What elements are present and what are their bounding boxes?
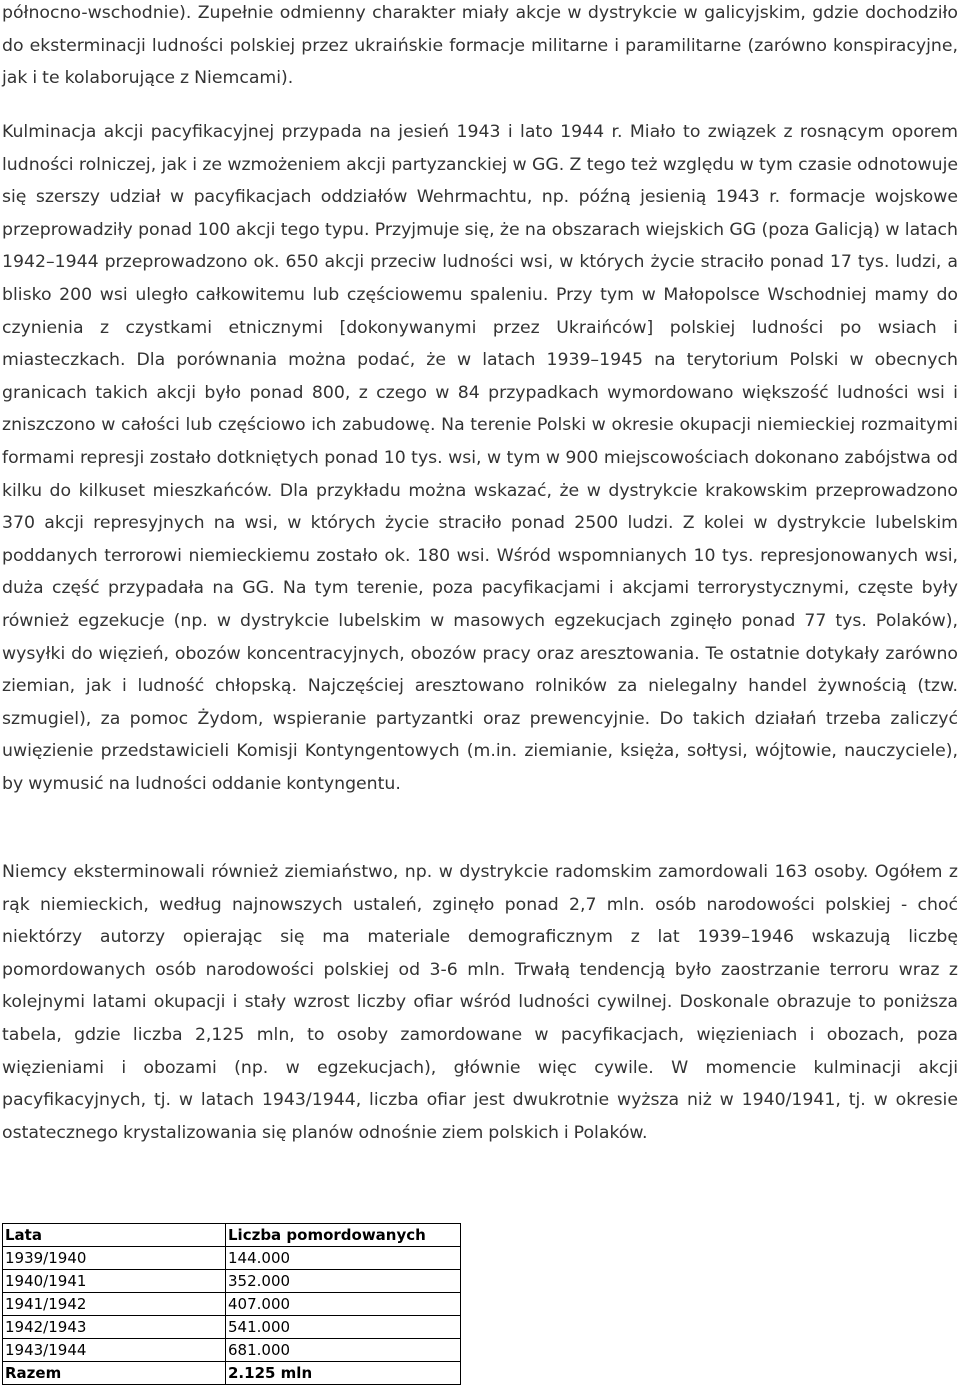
header-cell-victims: Liczba pomordowanych — [226, 1224, 461, 1247]
table-header-row — [3, 1224, 461, 1247]
cell-victims: 407.000 — [226, 1293, 461, 1316]
total-label-cell: Razem — [3, 1362, 226, 1385]
header-cell-years: Lata — [3, 1224, 226, 1247]
table-total-row — [3, 1362, 461, 1385]
cell-victims: 681.000 — [226, 1339, 461, 1362]
paragraph-intro: północno-wschodnie). Zupełnie odmienny charakter miały akcje w dystrykcie w galicyjskim, gdzie dochodziło do eksterminacji ludności polskiej przez ukraińskie formacje militarne i paramilitarne (zarówno konspiracyjne, jak i te kolaborujące z Niemcami). — [2, 3, 958, 89]
paragraph-pacification: Kulminacja akcji pacyfikacyjnej przypada na jesień 1943 i lato 1944 r. Miało to związek z rosnącym oporem ludności rolniczej, jak i ze wzmożeniem akcji partyzanckiej w GG. Z tego też względu w tym czasie odnotowuje się szerszy udział w pacyfikacjach oddziałów Wehrmachtu, np. późną jesienią 1943 r. formacje wojskowe przeprowadziły ponad 100 akcji tego typu. Przyjmuje się, że na obszarach wiejskich GG (poza Galicją) w latach 1942–1944 przeprowadzono ok. 650 akcji przeciw ludności wsi, w których życie straciło ponad 17 tys. ludzi, a blisko 200 wsi uległo całkowitemu lub częściowemu spaleniu. Przy tym w Małopolsce Wschodniej mamy do czynienia z czystkami etnicznymi [dokonywanymi przez Ukraińców] polskiej ludności po wsiach i miasteczkach. Dla porównania można podać, że w latach 1939–1945 na terytorium Polski w obecnych granicach takich akcji było ponad 800, z czego w 84 przypadkach wymordowano większość ludności wsi i zniszczono w całości lub częściowo ich zabudowę. Na terenie Polski w okresie okupacji niemieckiej rozmaitymi formami represji zostało dotkniętych ponad 10 tys. wsi, w tym w 900 miejscowościach dokonano zabójstwa od kilku do kilkuset mieszkańców. Dla przykładu można wskazać, że w dystrykcie krakowskim przeprowadzono 370 akcji represyjnych na wsi, w których życie straciło ponad 2500 ludzi. Z kolei w dystrykcie lubelskim poddanych terrorowi niemieckiemu zostało ok. 180 wsi. Wśród wspomnianych 10 tys. represjonowanych wsi, duża część przypadała na GG. Na tym terenie, poza pacyfikacjami i akcjami terrorystycznymi, częste były również egzekucje (np. w dystrykcie lubelskim w masowych egzekucjach zginęło ponad 77 tys. Polaków), wysyłki do więzień, obozów koncentracyjnych, obozów pracy oraz aresztowania. Te ostatnie dotykały zarówno ziemian, jak i ludność chłopską. Najczęściej aresztowano rolników za nielegalny handel żywnością (tzw. szmugiel), za pomoc Żydom, wspieranie partyzantki oraz prewencyjnie. Do takich działań trzeba zaliczyć uwięzienie przedstawicieli Komisji Kontyngentowych (m.in. ziemianie, księża, sołtysi, wójtowie, nauczyciele), by wymusić na ludności oddanie kontyngentu. — [2, 122, 958, 794]
cell-victims: 144.000 — [226, 1247, 461, 1270]
victims-table — [2, 1223, 461, 1385]
cell-victims: 352.000 — [226, 1270, 461, 1293]
cell-years: 1943/1944 — [3, 1339, 226, 1362]
cell-victims: 541.000 — [226, 1316, 461, 1339]
table-row — [3, 1293, 461, 1316]
cell-years: 1939/1940 — [3, 1247, 226, 1270]
table-row — [3, 1316, 461, 1339]
cell-years: 1940/1941 — [3, 1270, 226, 1293]
table-row — [3, 1270, 461, 1293]
cell-years: 1942/1943 — [3, 1316, 226, 1339]
table-row — [3, 1247, 461, 1270]
paragraph-extermination: Niemcy eksterminowali również ziemiaństwo, np. w dystrykcie radomskim zamordowali 163 osoby. Ogółem z rąk niemieckich, według najnowszych ustaleń, zginęło ponad 2,7 mln. osób narodowości polskiej - choć niektórzy autorzy opierając się ma materiale demograficznym z lat 1939–1946 wskazują liczbę pomordowanych osób narodowości polskiej od 3-6 mln. Trwałą tendencją było zaostrzanie terroru wraz z kolejnymi latami okupacji i stały wzrost liczby ofiar wśród ludności cywilnej. Doskonale obrazuje to poniższa tabela, gdzie liczba 2,125 mln, to osoby zamordowane w pacyfikacjach, więzieniach i obozach, poza więzieniami i obozami (np. w egzekucjach), głównie więc cywile. W momencie kulminacji akcji pacyfikacyjnych, tj. w latach 1943/1944, liczba ofiar jest dwukrotnie wyższa niż w 1940/1941, tj. w okresie ostatecznego krystalizowania się planów odnośnie ziem polskich i Polaków. — [2, 862, 958, 1143]
table-row — [3, 1339, 461, 1362]
total-value-cell: 2.125 mln — [226, 1362, 461, 1385]
cell-years: 1941/1942 — [3, 1293, 226, 1316]
